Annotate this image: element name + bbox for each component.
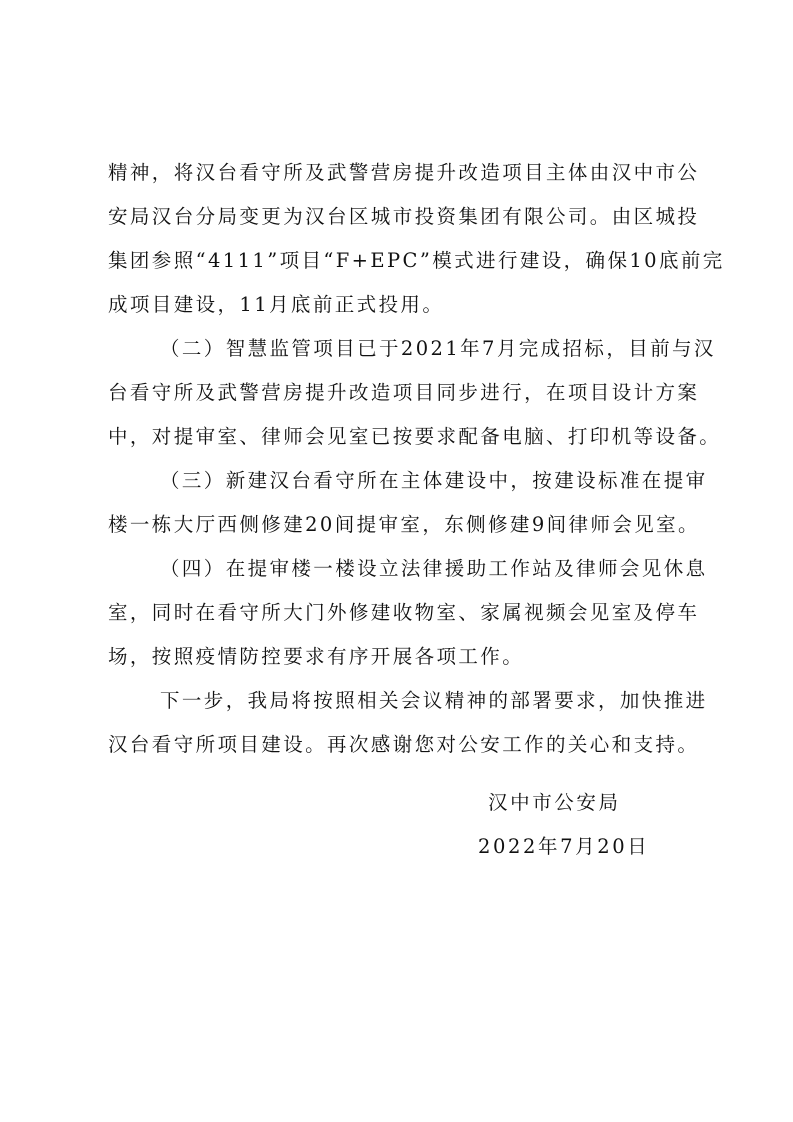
paragraph-2-line-3: 中，对提审室、律师会见室已按要求配备电脑、打印机等设备。 [108,425,722,448]
paragraph-3-line-1: （三）新建汉台看守所在主体建设中，按建设标准在提审 [160,469,708,492]
paragraph-2-line-1: （二）智慧监管项目已于2021年7月完成招标，目前与汉 [160,337,716,360]
paragraph-1-line-1: 精神，将汉台看守所及武警营房提升改造项目主体由汉中市公 [108,161,700,184]
paragraph-5-line-1: 下一步，我局将按照相关会议精神的部署要求，加快推进 [160,689,708,712]
paragraph-4-line-1: （四）在提审楼一楼设立法律援助工作站及律师会见休息 [160,557,708,580]
paragraph-4-line-2: 室，同时在看守所大门外修建收物室、家属视频会见室及停车 [108,601,700,624]
paragraph-1-line-3: 集团参照“4111”项目“F+EPC”模式进行建设，确保10底前完 [108,249,725,272]
paragraph-1-line-4: 成项目建设，11月底前正式投用。 [108,293,445,316]
paragraph-1-line-2: 安局汉台分局变更为汉台区城市投资集团有限公司。由区城投 [108,205,700,228]
paragraph-2-line-2: 台看守所及武警营房提升改造项目同步进行，在项目设计方案 [108,381,700,404]
paragraph-3-line-2: 楼一栋大厅西侧修建20间提审室，东侧修建9间律师会见室。 [108,513,700,536]
paragraph-4-line-3: 场，按照疫情防控要求有序开展各项工作。 [108,645,525,668]
paragraph-5-line-2: 汉台看守所项目建设。再次感谢您对公安工作的关心和支持。 [108,733,700,756]
signature-org: 汉中市公安局 [488,791,621,814]
signature-date: 2022年7月20日 [478,835,650,858]
